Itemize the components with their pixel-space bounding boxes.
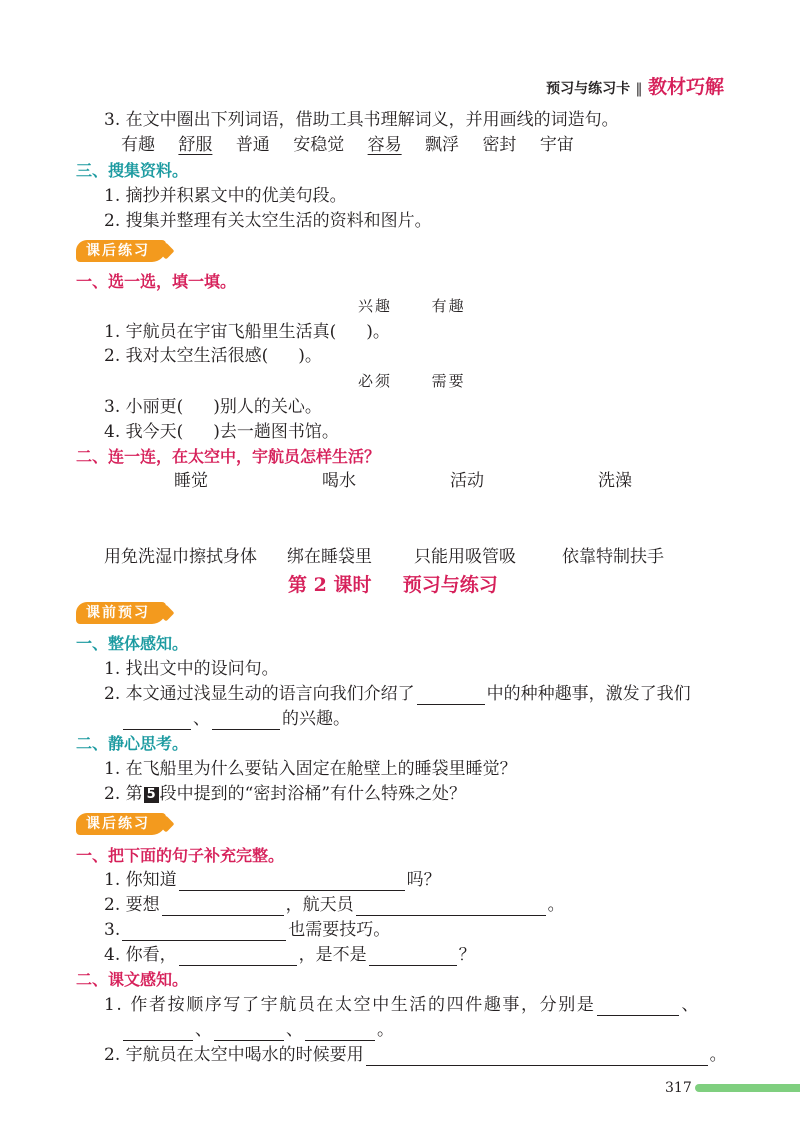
question [104, 944, 476, 966]
question: 1. 在飞船里为什么要钻入固定在舱壁上的睡袋里睡觉？ [104, 759, 517, 779]
lesson-number: 2 [313, 574, 327, 596]
word: 密封 [482, 135, 517, 155]
question-text: )别人的关心。 [213, 397, 322, 417]
choice-words [358, 371, 466, 391]
question-text: 吗？ [406, 870, 441, 890]
answer-blank[interactable] [162, 897, 284, 916]
connect-bottom-item[interactable]: 绑在睡袋里 [287, 547, 372, 567]
lesson-title-part: 第 [288, 574, 308, 596]
lesson-title [288, 572, 498, 598]
question-text: 3. [104, 920, 121, 940]
question-text: 的兴趣。 [282, 709, 350, 729]
question-text: 1. 你知道 [104, 870, 177, 890]
question-text: 4. 我今天( [104, 422, 184, 442]
paragraph-number-badge: 5 [144, 787, 159, 803]
lesson-title-part: 预习与练习 [402, 574, 498, 596]
word: 飘浮 [425, 135, 460, 155]
answer-blank[interactable] [417, 686, 485, 705]
section-title: 一、选一选，填一填。 [76, 272, 237, 291]
question-text: 4. 你看， [104, 945, 177, 965]
answer-blank[interactable] [305, 1022, 375, 1041]
connect-bottom-item[interactable]: 用免洗湿巾擦拭身体 [104, 547, 257, 567]
choice-word: 必须 [358, 372, 393, 390]
word: 有趣 [121, 135, 155, 155]
footer-bar [695, 1084, 800, 1092]
question-text: 2. 宇航员在太空中喝水的时候要用 [104, 1045, 364, 1065]
question-text: ？ [458, 945, 476, 965]
connect-top-item[interactable]: 睡觉 [174, 471, 208, 491]
question-text: 、 [193, 709, 210, 729]
question-text: 、 [195, 1020, 212, 1040]
question-text: 、 [681, 995, 699, 1015]
answer-blank[interactable] [212, 711, 280, 730]
header-label: 预习与练习卡 [546, 81, 631, 97]
lesson-title-part: 课时 [333, 574, 372, 596]
question [104, 421, 339, 443]
word: 普通 [235, 135, 270, 155]
answer-blank[interactable] [369, 947, 457, 966]
answer-blank[interactable] [356, 897, 546, 916]
section-title: 二、静心思考。 [76, 734, 189, 753]
question-continued [121, 708, 350, 730]
question [104, 869, 441, 891]
question-text: ，航天员 [285, 895, 354, 915]
before-class-badge: 课前预习 [76, 602, 166, 624]
choice-word: 兴趣 [358, 297, 393, 315]
section-title: 二、课文感知。 [76, 970, 189, 989]
question [104, 994, 698, 1016]
question: 1. 找出文中的设问句。 [104, 659, 279, 679]
question [104, 683, 691, 705]
question-text: 1. 作者按顺序写了宇航员在太空中生活的四件趣事，分别是 [104, 995, 596, 1015]
word-underlined: 舒服 [178, 135, 213, 155]
answer-blank[interactable] [122, 922, 286, 941]
page-number: 317 [665, 1080, 692, 1096]
answer-blank[interactable] [214, 1022, 284, 1041]
answer-blank[interactable] [179, 947, 297, 966]
header-title: 教材巧解 [647, 76, 724, 98]
question [104, 321, 390, 343]
question-text: 。 [709, 1045, 727, 1065]
question-text: 2. 我对太空生活很感( [104, 346, 269, 366]
connect-bottom-item[interactable]: 依靠特制扶手 [562, 547, 664, 567]
connect-top-item[interactable]: 洗澡 [598, 471, 632, 491]
choice-words [358, 296, 466, 316]
question-text: 也需要技巧。 [288, 920, 391, 940]
choice-word: 需要 [431, 372, 466, 390]
question [104, 919, 390, 941]
question-text: ，是不是 [298, 945, 367, 965]
question-text: 3. 小丽更( [104, 397, 184, 417]
connect-top-item[interactable]: 活动 [450, 471, 484, 491]
answer-blank[interactable] [123, 711, 191, 730]
item-3: 3. 在文中圈出下列词语，借助工具书理解词义，并用画线的词造句。 [104, 110, 619, 130]
question-text: )。 [366, 322, 390, 342]
section-title: 一、把下面的句子补充完整。 [76, 846, 285, 865]
question-text: 2. 要想 [104, 895, 160, 915]
section-title: 二、连一连，在太空中，宇航员怎样生活？ [76, 447, 381, 466]
question [104, 894, 565, 916]
answer-blank[interactable] [123, 1022, 193, 1041]
question-text: 1. 宇航员在宇宙飞船里生活真( [104, 322, 337, 342]
question-text: 中的种种趣事，激发了我们 [486, 684, 691, 704]
word: 宇宙 [539, 135, 574, 155]
question-text: )。 [298, 346, 322, 366]
question [104, 345, 322, 367]
word-list [121, 134, 592, 156]
choice-word: 有趣 [431, 297, 466, 315]
connect-top-item[interactable]: 喝水 [322, 471, 356, 491]
question [104, 1044, 727, 1066]
section-title: 一、整体感知。 [76, 634, 189, 653]
question-text: 段中提到的“密封浴桶”有什么特殊之处？ [159, 784, 467, 804]
question-text: )去一趟图书馆。 [213, 422, 339, 442]
after-class-badge: 课后练习 [76, 240, 166, 262]
section-title: 三、搜集资料。 [76, 161, 189, 180]
question-text: 。 [547, 895, 565, 915]
question-text: 。 [377, 1020, 394, 1040]
word-underlined: 容易 [367, 135, 402, 155]
answer-blank[interactable] [597, 997, 679, 1016]
list-item: 2. 搜集并整理有关太空生活的资料和图片。 [104, 211, 432, 231]
question-text: 2. 本文通过浅显生动的语言向我们介绍了 [104, 684, 415, 704]
list-item: 1. 摘抄并积累文中的优美句段。 [104, 186, 347, 206]
question-continued [121, 1019, 394, 1041]
question [104, 396, 322, 418]
answer-blank[interactable] [179, 872, 405, 891]
header-separator: ‖ [635, 81, 643, 97]
answer-blank[interactable] [366, 1047, 708, 1066]
after-class-badge: 课后练习 [76, 813, 166, 835]
question [104, 783, 466, 805]
page-header [546, 76, 724, 100]
word: 安稳觉 [293, 135, 345, 155]
question-text: 、 [286, 1020, 303, 1040]
connect-bottom-item[interactable]: 只能用吸管吸 [414, 547, 516, 567]
question-text: 2. 第 [104, 784, 143, 804]
